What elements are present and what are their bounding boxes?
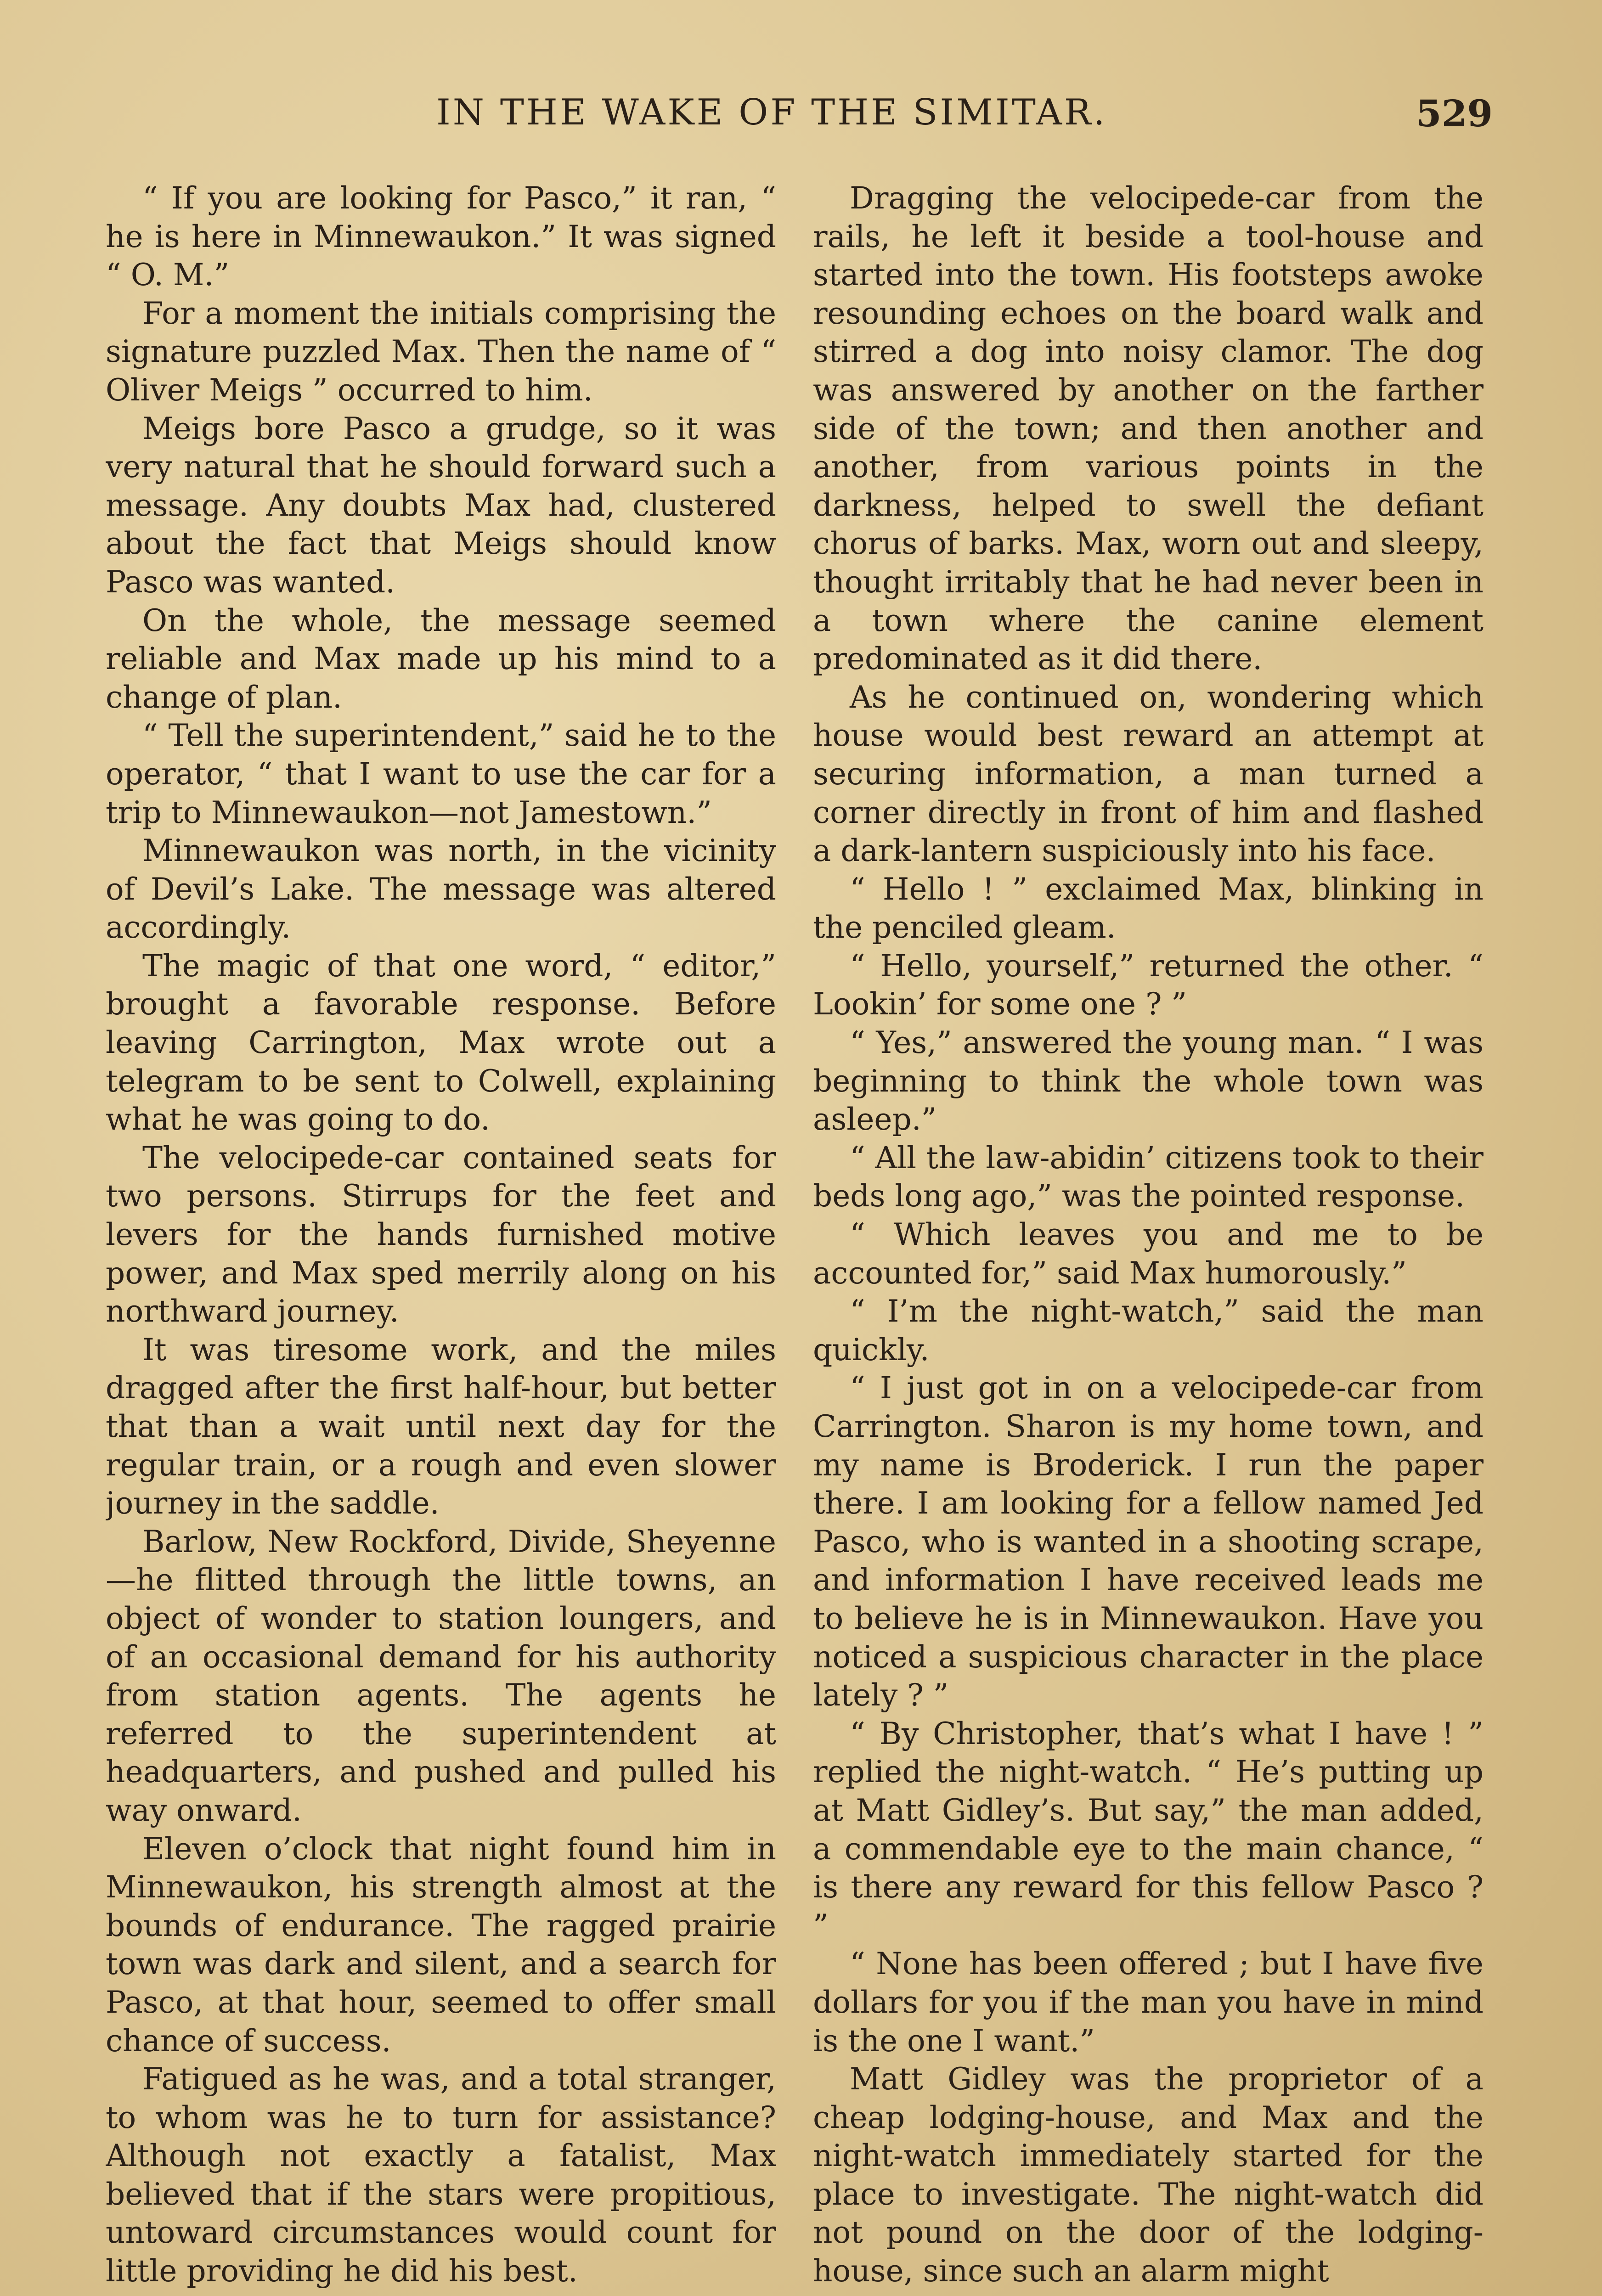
paragraph: “ Hello ! ” exclaimed Max, blinking in the penciled gleam. bbox=[813, 871, 1484, 945]
paragraph: Eleven o’clock that night found him in Minnewaukon, his strength almost at the bounds of endurance. The ragged prairie town was dark and silent, and a search for Pasco, at that hour, seemed to offer small chance of success. bbox=[106, 1831, 776, 2059]
paragraph: “ Which leaves you and me to be accounted for,” said Max humorously.” bbox=[813, 1217, 1484, 1291]
paragraph: As he continued on, wondering which house would best reward an attempt at securing information, a man turned a corner directly in front of him and flashed a dark-lantern suspiciously into his face. bbox=[813, 679, 1484, 869]
paragraph: “ All the law-abidin’ citizens took to their beds long ago,” was the pointed response. bbox=[813, 1140, 1484, 1214]
page-number: 529 bbox=[1416, 92, 1493, 135]
paragraph: “ Hello, yourself,” returned the other. “ Lookin’ for some one ? ” bbox=[813, 948, 1484, 1022]
paragraph: Minnewaukon was north, in the vicinity of Devil’s Lake. The message was altered accordingly. bbox=[106, 833, 776, 945]
paragraph: Fatigued as he was, and a total stranger, to whom was he to turn for assistance? Although not exactly a fatalist, Max believed that if the stars were propitious, untoward circumstances would count for little providing he did his best. bbox=[106, 2061, 776, 2289]
paragraph: For a moment the initials comprising the signature puzzled Max. Then the name of “ Oliver Meigs ” occurred to him. bbox=[106, 295, 776, 408]
paragraph: Meigs bore Pasco a grudge, so it was very natural that he should forward such a message. Any doubts Max had, clustered about the fact that Meigs should know Pasco was wanted. bbox=[106, 411, 776, 600]
paragraph: “ By Christopher, that’s what I have ! ” replied the night-watch. “ He’s putting up at Matt Gidley’s. But say,” the man added, a commendable eye to the main chance, “ is there any reward for this fellow Pasco ? ” bbox=[813, 1716, 1484, 1943]
paragraph: It was tiresome work, and the miles dragged after the first half-hour, but better that than a wait until next day for the regular train, or a rough and even slower journey in the saddle. bbox=[106, 1332, 776, 1521]
paragraph: “ I’m the night-watch,” said the man quickly. bbox=[813, 1294, 1484, 1367]
paragraph: Barlow, New Rockford, Divide, Sheyenne—he flitted through the little towns, an object of wonder to station loungers, and of an occasional demand for his authority from station agents. The agents he referred to the superintendent at headquarters, and pushed and pulled his way onward. bbox=[106, 1524, 776, 1828]
paragraph: “ Tell the superintendent,” said he to the operator, “ that I want to use the car for a trip to Minnewaukon—not Jamestown.” bbox=[106, 718, 776, 830]
page-header bbox=[106, 92, 1493, 147]
paragraph: Dragging the velocipede-car from the rails, he left it beside a tool-house and started into the town. His footsteps awoke resounding echoes on the board walk and stirred a dog into noisy clamor. The dog was answered by another on the farther side of the town; and then another and another, from various points in the darkness, helped to swell the defiant chorus of barks. Max, worn out and sleepy, thought irritably that he had never been in a town where the canine element predominated as it did there. bbox=[813, 180, 1484, 677]
left-column bbox=[106, 179, 776, 2296]
paragraph: “ None has been offered ; but I have five dollars for you if the man you have in mind is the one I want.” bbox=[813, 1946, 1484, 2059]
paragraph: The magic of that one word, “ editor,” brought a favorable response. Before leaving Carrington, Max wrote out a telegram to be sent to Colwell, explaining what he was going to do. bbox=[106, 948, 776, 1137]
paragraph: “ If you are looking for Pasco,” it ran, “ he is here in Minnewaukon.” It was signed “ O. M.” bbox=[106, 180, 776, 293]
paragraph: Matt Gidley was the proprietor of a cheap lodging-house, and Max and the night-watch immediately started for the place to investigate. The night-watch did not pound on the door of the lodging-house, since such an alarm might bbox=[813, 2061, 1484, 2289]
paragraph: The velocipede-car contained seats for two persons. Stirrups for the feet and levers for the hands furnished motive power, and Max sped merrily along on his northward journey. bbox=[106, 1140, 776, 1329]
paragraph: “ I just got in on a velocipede-car from Carrington. Sharon is my home town, and my name is Broderick. I run the paper there. I am looking for a fellow named Jed Pasco, who is wanted in a shooting scrape, and information I have received leads me to believe he is in Minnewaukon. Have you noticed a suspicious character in the place lately ? ” bbox=[813, 1370, 1484, 1713]
paragraph: On the whole, the message seemed reliable and Max made up his mind to a change of plan. bbox=[106, 602, 776, 715]
right-column bbox=[813, 179, 1484, 2296]
paragraph: “ Yes,” answered the young man. “ I was beginning to think the whole town was asleep.” bbox=[813, 1025, 1484, 1137]
running-title: IN THE WAKE OF THE SIMITAR. bbox=[436, 92, 1107, 133]
